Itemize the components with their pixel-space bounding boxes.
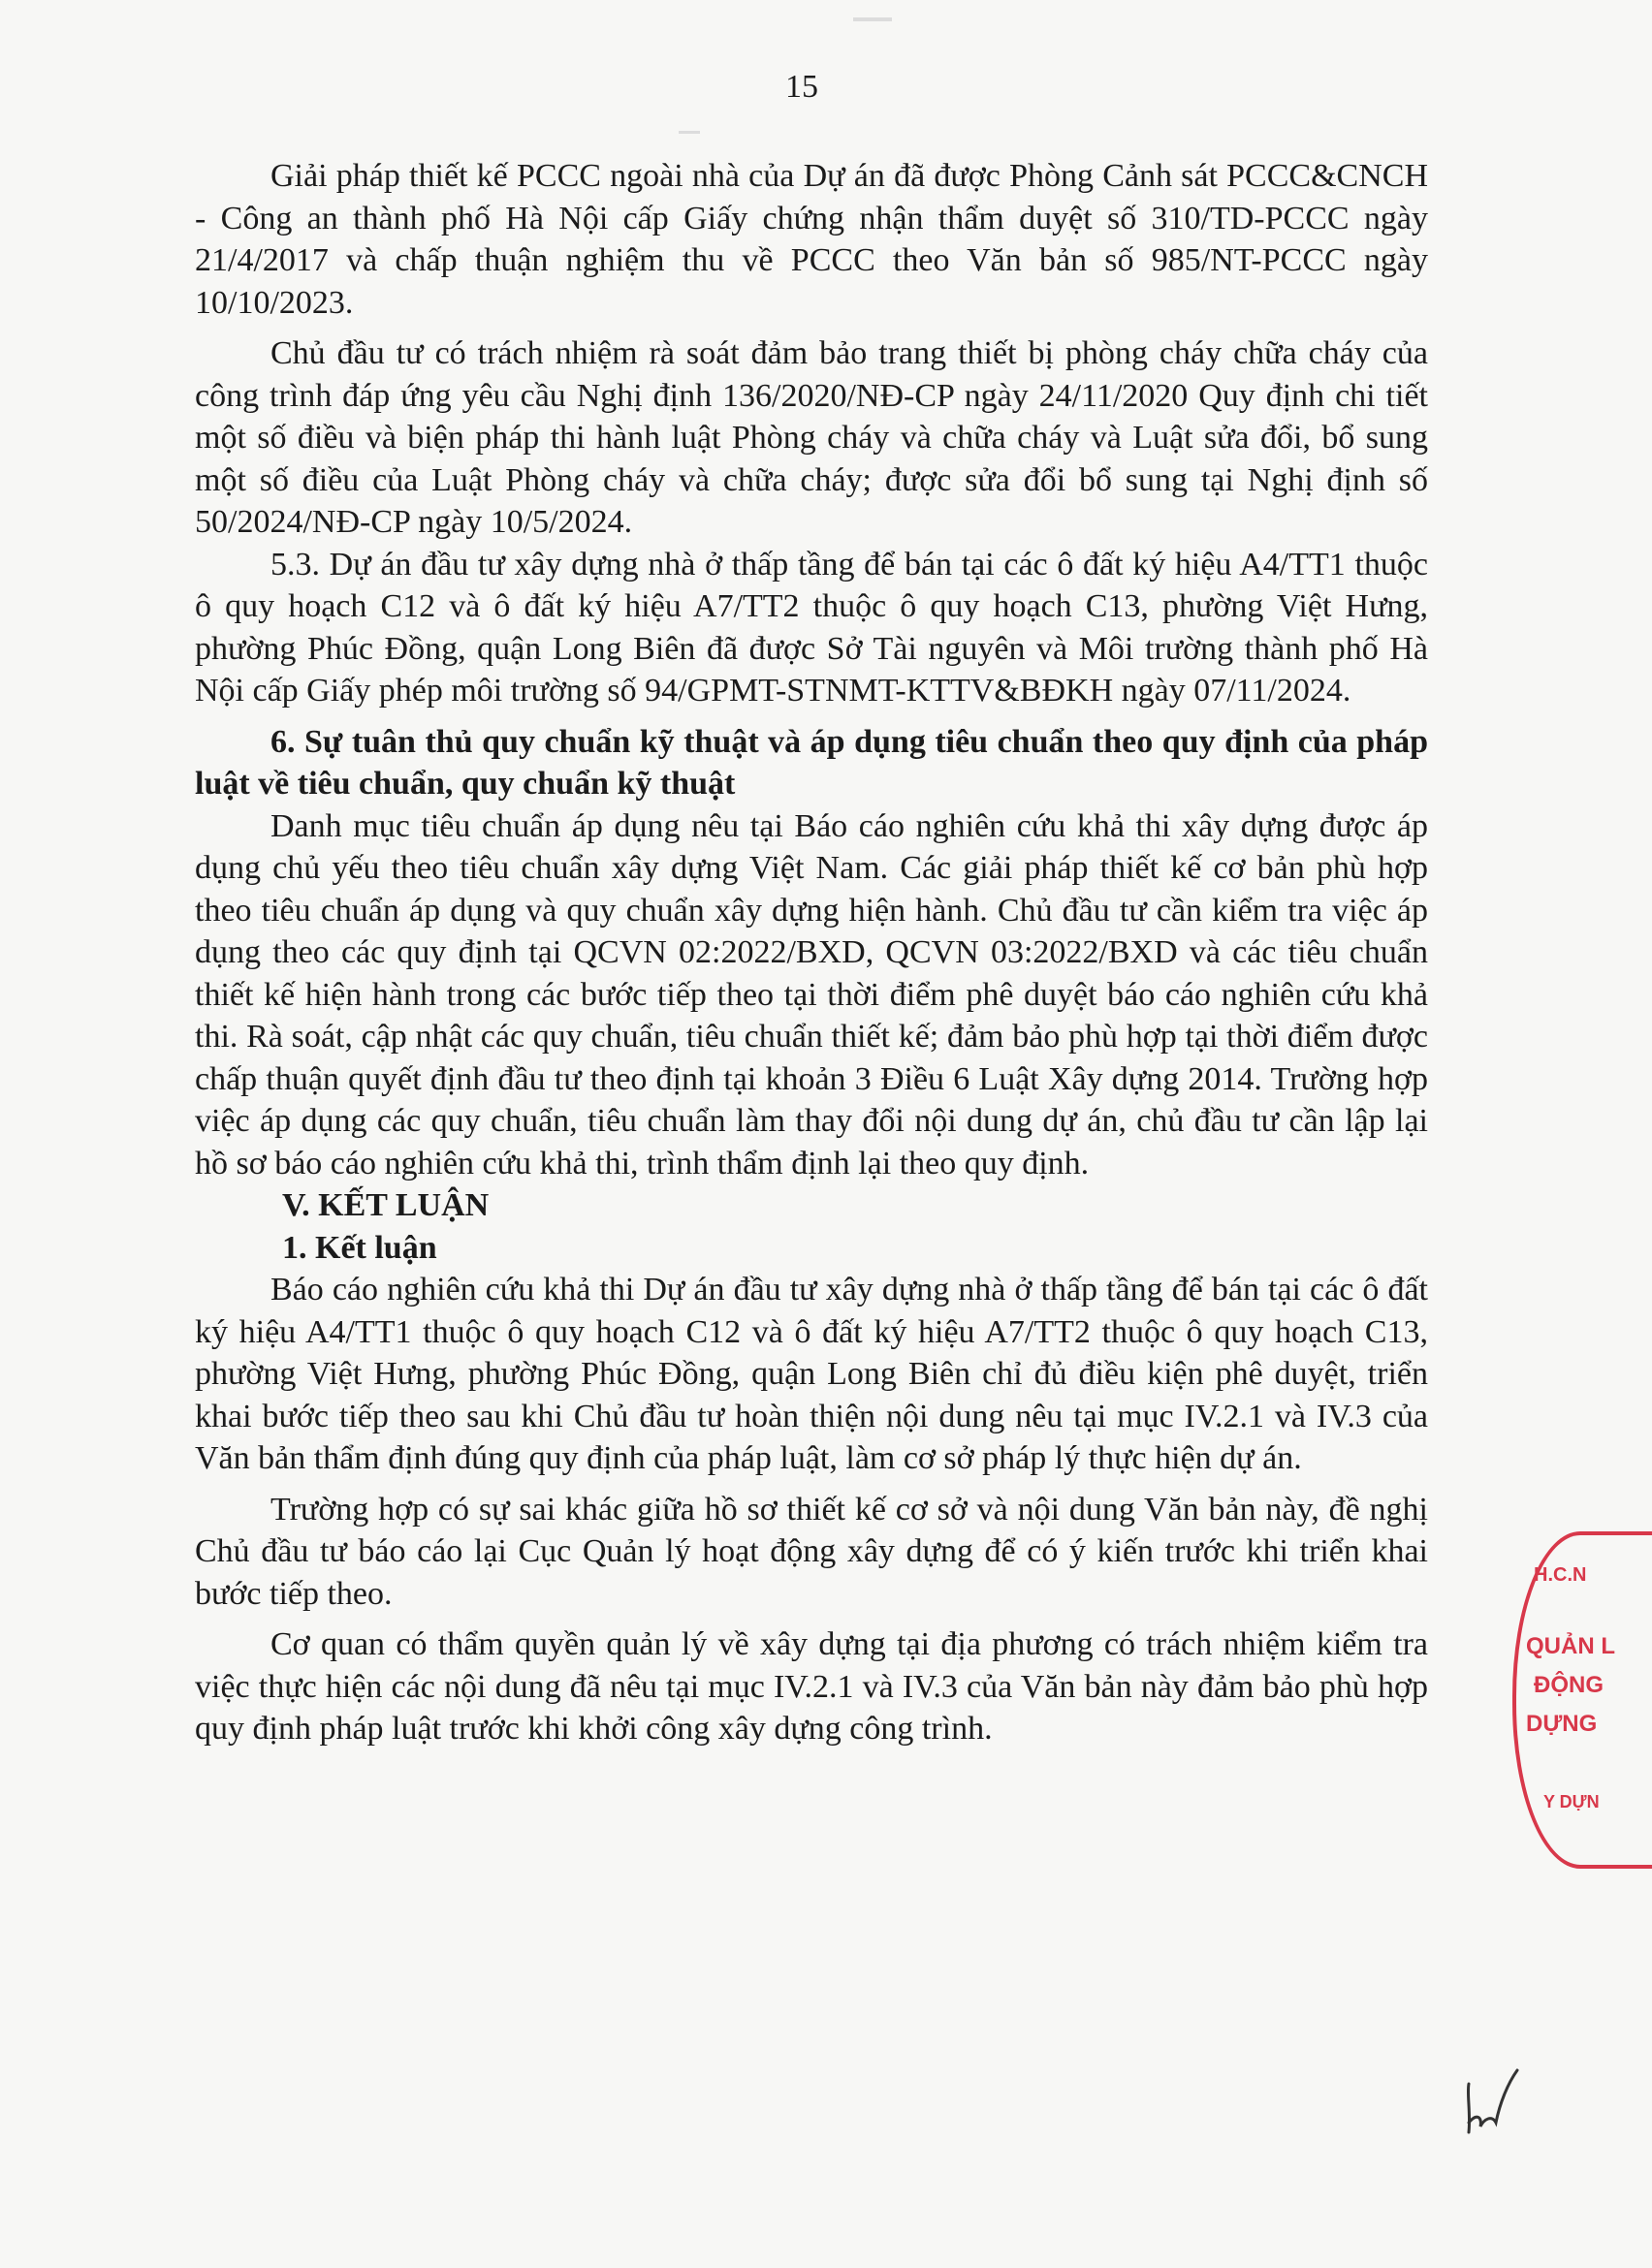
stamp-text: H.C.N bbox=[1534, 1564, 1587, 1586]
red-seal-stamp bbox=[1512, 1531, 1652, 1869]
paragraph-environment-permit: 5.3. Dự án đầu tư xây dựng nhà ở thấp tầng để bán tại các ô đất ký hiệu A4/TT1 thuộc ô quy hoạch C12 và ô đất ký hiệu A7/TT2 thuộc ô quy hoạch C13, phường Việt Hưng, phường Phúc Đồng, quận Long Biên đã được Sở Tài nguyên và Môi trường thành phố Hà Nội cấp Giấy phép môi trường số 94/GPMT-STNMT-KTTV&BĐKH ngày 07/11/2024. bbox=[195, 546, 1428, 709]
paragraph-standards: Danh mục tiêu chuẩn áp dụng nêu tại Báo cáo nghiên cứu khả thi xây dựng được áp dụng chủ yếu theo tiêu chuẩn xây dựng Việt Nam. Các giải pháp thiết kế cơ bản phù hợp theo tiêu chuẩn áp dụng và quy chuẩn xây dựng hiện hành. Chủ đầu tư cần kiểm tra việc áp dụng theo các quy định tại QCVN 02:2022/BXD, QCVN 03:2022/BXD và các tiêu chuẩn thiết kế hiện hành trong các bước tiếp theo tại thời điểm phê duyệt báo cáo nghiên cứu khả thi. Rà soát, cập nhật các quy chuẩn, tiêu chuẩn thiết kế; đảm bảo phù hợp tại thời điểm được chấp thuận quyết định đầu tư theo định tại khoản 3 Điều 6 Luật Xây dựng 2014. Trường hợp việc áp dụng các quy chuẩn, tiêu chuẩn làm thay đổi nội dung dự án, chủ đầu tư cần lập lại hồ sơ báo cáo nghiên cứu khả thi, trình thẩm định lại theo quy định. bbox=[195, 807, 1428, 1181]
bleed-through-mark bbox=[853, 17, 892, 21]
stamp-text: DỰNG bbox=[1526, 1711, 1598, 1737]
heading-conclusion-1: 1. Kết luận bbox=[282, 1229, 437, 1266]
stamp-text: Y DỰN bbox=[1543, 1792, 1600, 1811]
paragraph-pccc-design: Giải pháp thiết kế PCCC ngoài nhà của Dự án đã được Phòng Cảnh sát PCCC&CNCH - Công an thành phố Hà Nội cấp Giấy chứng nhận thẩm duyệt số 310/TD-PCCC ngày 21/4/2017 và chấp thuận nghiệm thu về PCCC theo Văn bản số 985/NT-PCCC ngày 10/10/2023. bbox=[195, 158, 1428, 321]
stamp-text: ĐỘNG bbox=[1534, 1672, 1604, 1698]
page-number: 15 bbox=[785, 69, 818, 105]
paragraph-fire-equipment: Chủ đầu tư có trách nhiệm rà soát đảm bảo trang thiết bị phòng cháy chữa cháy của công trình đáp ứng yêu cầu Nghị định 136/2020/NĐ-CP ngày 24/11/2020 Quy định chi tiết một số điều và biện pháp thi hành luật Phòng cháy và chữa cháy và Luật sửa đổi, bổ sung một số điều của Luật Phòng cháy và chữa cháy; được sửa đổi bổ sung tại Nghị định số 50/2024/NĐ-CP ngày 10/5/2024. bbox=[195, 335, 1428, 540]
paragraph-local-authority: Cơ quan có thẩm quyền quản lý về xây dựng tại địa phương có trách nhiệm kiểm tra việc thực hiện các nội dung đã nêu tại mục IV.2.1 và IV.3 của Văn bản này đảm bảo phù hợp quy định pháp luật trước khi khởi công xây dựng công trình. bbox=[195, 1626, 1428, 1747]
heading-section-6: 6. Sự tuân thủ quy chuẩn kỹ thuật và áp dụng tiêu chuẩn theo quy định của pháp luật về tiêu chuẩn, quy chuẩn kỹ thuật bbox=[195, 723, 1428, 802]
paragraph-conclusion: Báo cáo nghiên cứu khả thi Dự án đầu tư xây dựng nhà ở thấp tầng để bán tại các ô đất ký hiệu A4/TT1 thuộc ô quy hoạch C12 và ô đất ký hiệu A7/TT2 thuộc ô quy hoạch C13, phường Việt Hưng, phường Phúc Đồng, quận Long Biên chỉ đủ điều kiện phê duyệt, triển khai bước tiếp theo sau khi Chủ đầu tư hoàn thiện nội dung nêu tại mục IV.2.1 và IV.3 của Văn bản thẩm định đúng quy định của pháp luật, làm cơ sở pháp lý thực hiện dự án. bbox=[195, 1272, 1428, 1476]
heading-conclusion-v: V. KẾT LUẬN bbox=[282, 1187, 490, 1223]
stamp-text: QUẢN L bbox=[1526, 1633, 1615, 1659]
document-body bbox=[195, 155, 1428, 1750]
paragraph-discrepancy: Trường hợp có sự sai khác giữa hồ sơ thiết kế cơ sở và nội dung Văn bản này, đề nghị Chủ đầu tư báo cáo lại Cục Quản lý hoạt động xây dựng để có ý kiến trước khi triển khai bước tiếp theo. bbox=[195, 1491, 1428, 1612]
bleed-through-mark bbox=[679, 131, 700, 134]
signature-icon bbox=[1459, 2064, 1527, 2142]
